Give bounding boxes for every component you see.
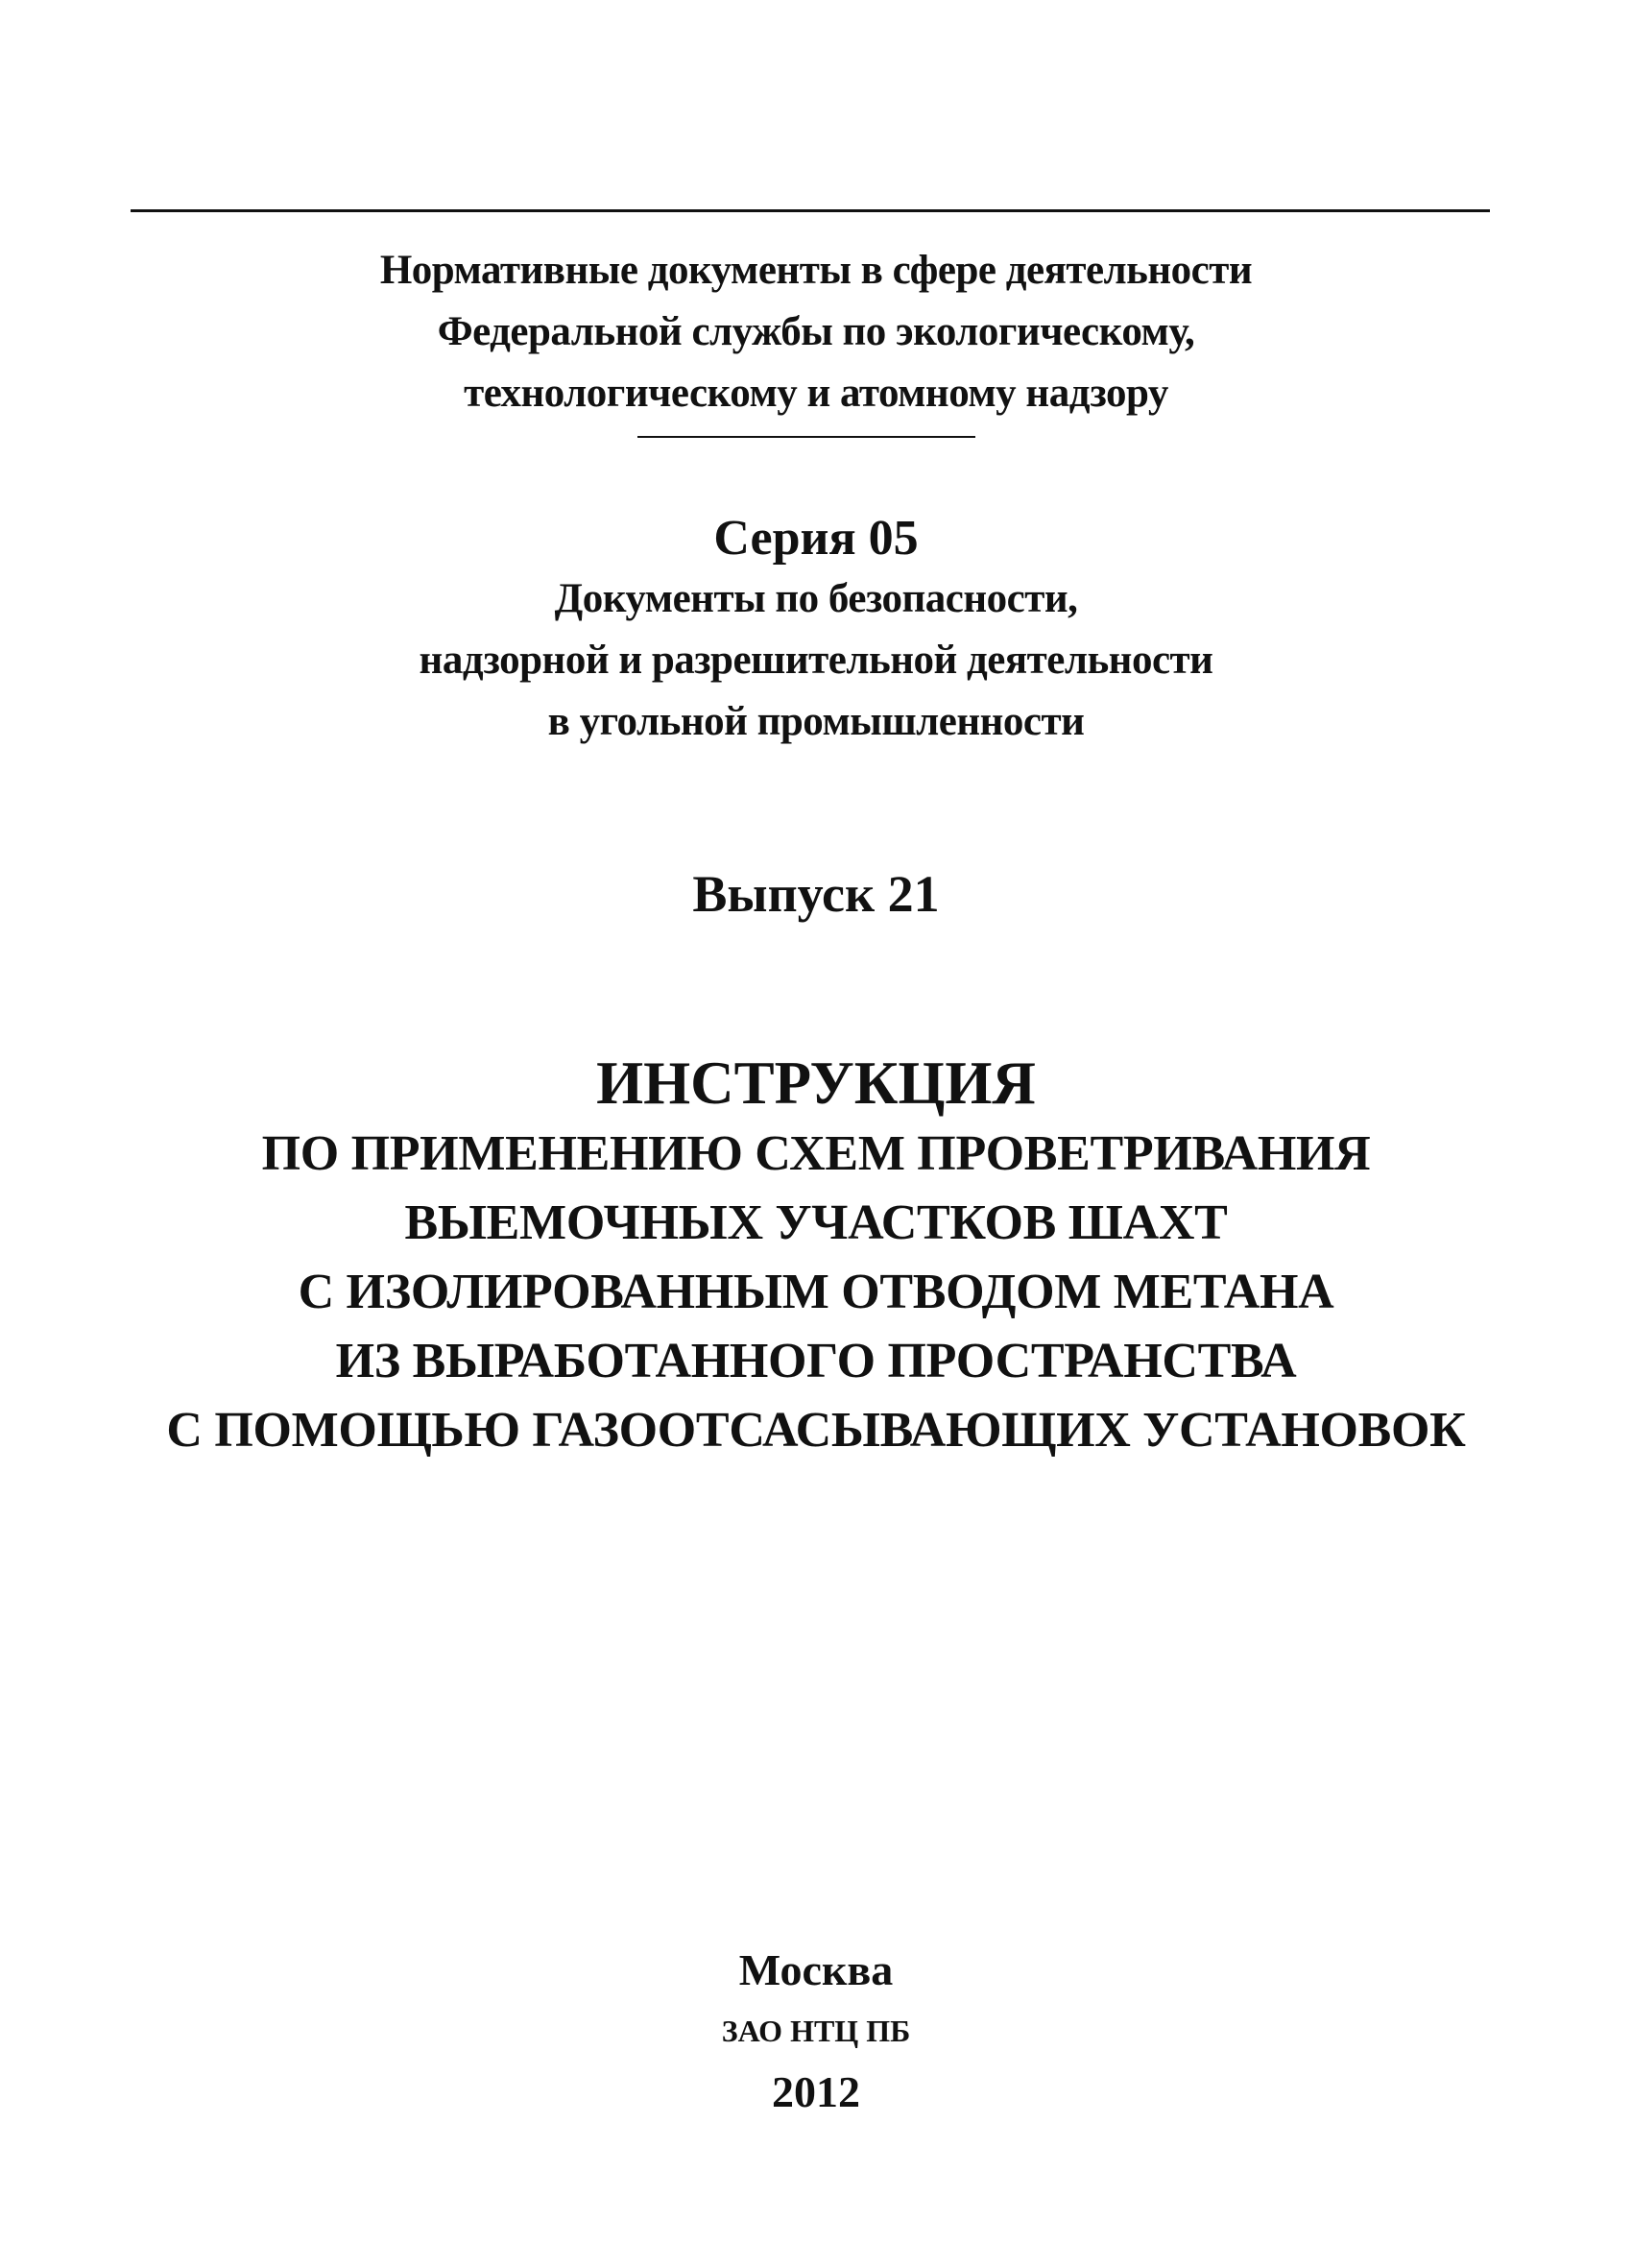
series-description-line: Документы по безопасности, bbox=[554, 576, 1078, 621]
document-title-line: ИЗ ВЫРАБОТАННОГО ПРОСТРАНСТВА bbox=[335, 1334, 1297, 1388]
imprint bbox=[0, 1940, 1632, 2124]
header-line: технологическому и атомному надзору bbox=[464, 371, 1168, 416]
issue-number: Выпуск 21 bbox=[692, 865, 940, 923]
series-title: Серия 05 bbox=[713, 511, 919, 566]
document-title-line: С ПОМОЩЬЮ ГАЗООТСАСЫВАЮЩИХ УСТАНОВОК bbox=[166, 1403, 1466, 1458]
header-divider bbox=[637, 436, 975, 438]
regulatory-header bbox=[0, 240, 1632, 424]
imprint-year: 2012 bbox=[772, 2067, 860, 2116]
imprint-city: Москва bbox=[738, 1945, 894, 1994]
imprint-publisher: ЗАО НТЦ ПБ bbox=[721, 2014, 911, 2048]
header-line: Нормативные документы в сфере деятельности bbox=[379, 248, 1253, 293]
document-title bbox=[0, 1047, 1632, 1465]
top-divider bbox=[131, 209, 1490, 212]
header-line: Федеральной службы по экологическому, bbox=[437, 309, 1195, 354]
document-title-line: С ИЗОЛИРОВАННЫМ ОТВОДОМ МЕТАНА bbox=[298, 1265, 1334, 1319]
series-description-line: надзорной и разрешительной деятельности bbox=[419, 638, 1213, 683]
document-title-line: ВЫЕМОЧНЫХ УЧАСТКОВ ШАХТ bbox=[404, 1195, 1228, 1250]
series-description-line: в угольной промышленности bbox=[547, 699, 1085, 744]
series-description bbox=[0, 568, 1632, 753]
document-title-line: ПО ПРИМЕНЕНИЮ СХЕМ ПРОВЕТРИВАНИЯ bbox=[261, 1126, 1371, 1181]
document-title-heading: ИНСТРУКЦИЯ bbox=[596, 1050, 1036, 1117]
